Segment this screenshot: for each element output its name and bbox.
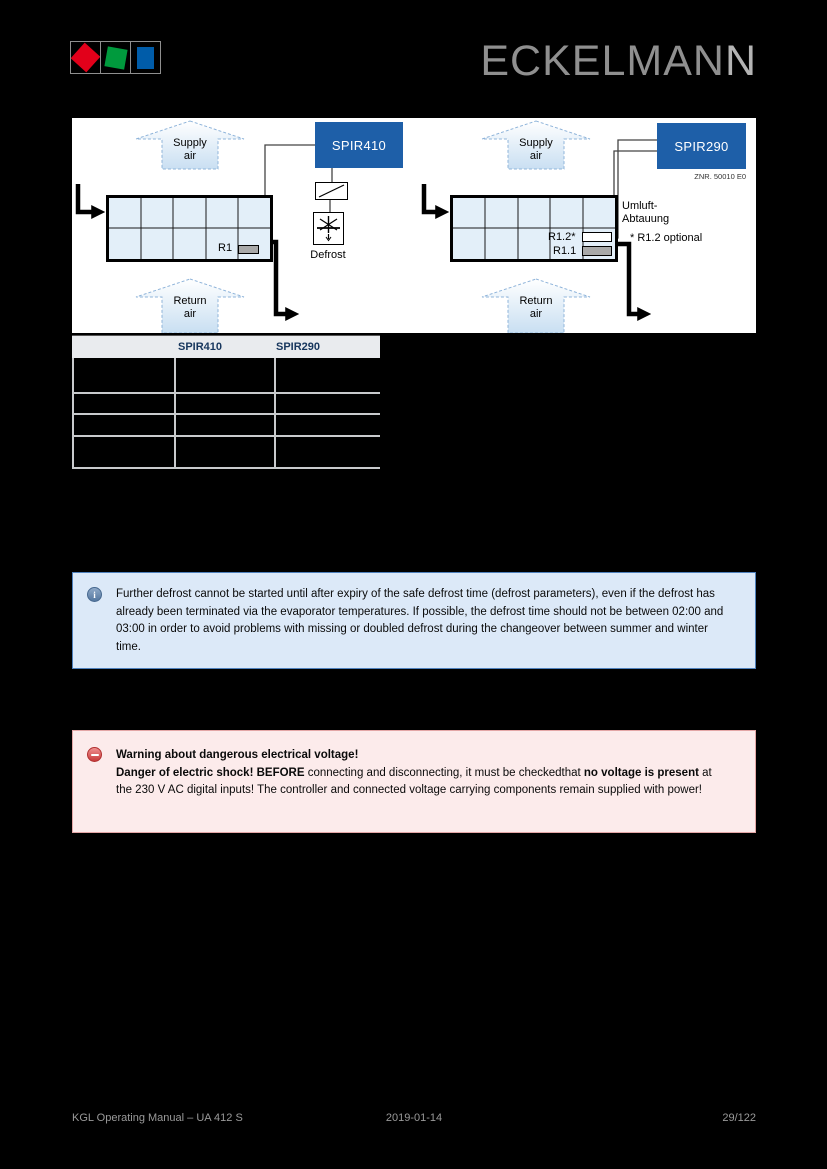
evaporator-coil-right — [450, 195, 618, 262]
return-air-label: Return air — [519, 295, 553, 320]
table-body — [72, 358, 380, 469]
sensor-r1-label: R1 — [218, 242, 233, 254]
table-cell — [276, 437, 386, 467]
warning-normal-1: connecting and disconnecting, it must be checkedthat — [304, 766, 584, 779]
controller-spir410-label: SPIR410 — [331, 137, 387, 153]
table-cell — [276, 358, 386, 392]
brand-wordmark — [480, 37, 757, 85]
wiring-diagram-figure — [72, 118, 756, 333]
supply-air-label: Supply air — [173, 137, 207, 162]
table-cell — [176, 358, 274, 392]
warning-normal-2: at the 230 V AC digital inputs! The controller and connected voltage carrying components remain supplied with power! — [116, 766, 712, 796]
return-air-arrow-right — [481, 278, 591, 328]
supply-air-label: Supply air — [519, 137, 553, 162]
warning-bold-2: no voltage is present — [583, 766, 699, 779]
warning-box — [72, 730, 756, 833]
info-note-box — [72, 572, 756, 669]
footer-page-number: 29/122 — [722, 1112, 756, 1124]
table-header-row — [72, 335, 380, 358]
table-cell — [74, 415, 174, 435]
table-cell — [74, 358, 174, 392]
no-entry-icon — [87, 747, 102, 762]
info-note-text: Further defrost cannot be started until after expiry of the safe defrost time (defrost parameters), even if the defrost has already been terminated via the evaporator temperatures. If possible, the defrost time should not be between 02:00 and 03:00 in order to avoid problems with missing or doubled defrost during the changeover between summer and winter time. — [116, 588, 724, 653]
warning-bold-1: Danger of electric shock! BEFORE — [116, 766, 305, 779]
defrost-symbol — [313, 212, 344, 245]
table-cell — [74, 437, 174, 467]
sensor-r12 — [582, 232, 612, 242]
page-footer — [72, 1112, 756, 1124]
controller-spir410 — [315, 122, 403, 168]
table-header-spir410: SPIR410 — [178, 341, 223, 353]
evaporator-coil-left — [106, 195, 273, 262]
table-header-empty — [72, 336, 172, 358]
info-icon: i — [87, 587, 102, 602]
controller-spir290-label: SPIR290 — [674, 138, 729, 154]
brand-last-letter: N — [724, 37, 757, 85]
defrost-label: Defrost — [310, 249, 346, 261]
return-air-label: Return air — [173, 295, 207, 320]
table-cell — [276, 394, 386, 413]
table-cell — [74, 394, 174, 413]
sensor-r1 — [238, 245, 259, 254]
r12-optional-note: * R1.2 optional — [630, 232, 703, 244]
sensor-r11-label: R1.1 — [553, 245, 577, 257]
supply-air-arrow-right — [481, 120, 591, 170]
brand-main: ECKELMAN — [480, 37, 725, 85]
return-air-arrow-left — [135, 278, 245, 328]
warning-text — [116, 747, 728, 800]
controller-spir290 — [657, 123, 746, 169]
umluft-abtauung-label: Umluft- Abtauung — [622, 200, 670, 225]
znr-drawing-number: ZNR. 50010 E0 — [694, 172, 746, 181]
footer-document-title: KGL Operating Manual – UA 412 S — [72, 1112, 243, 1124]
sensor-r11 — [582, 246, 612, 256]
table-header-spir290: SPIR290 — [276, 341, 321, 353]
table-cell — [276, 415, 386, 435]
comparison-table — [72, 335, 380, 469]
table-cell — [176, 437, 274, 467]
relay-symbol — [315, 182, 348, 200]
footer-date: 2019-01-14 — [385, 1112, 443, 1124]
supply-air-arrow-left — [135, 120, 245, 170]
sensor-r12-label: R1.2* — [548, 231, 576, 243]
warning-title: Warning about dangerous electrical voltage! — [116, 749, 359, 761]
table-cell — [176, 415, 274, 435]
logo-square-red — [70, 41, 101, 74]
logo-square-blue — [130, 41, 161, 74]
eckelmann-logo — [70, 41, 163, 74]
logo-square-green — [100, 41, 131, 74]
table-cell — [176, 394, 274, 413]
